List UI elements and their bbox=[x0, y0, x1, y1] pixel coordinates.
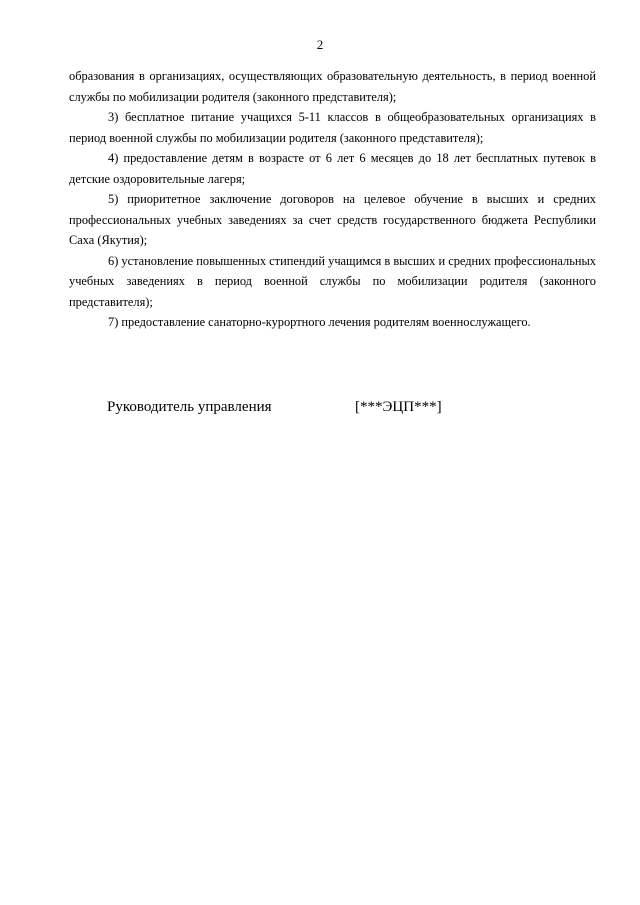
paragraph-item-5: 5) приоритетное заключение договоров на целевое обучение в высших и средних профессиональных учебных заведениях за счет средств государственного бюджета Республики Саха (Якутия); bbox=[69, 192, 596, 247]
page-number: 2 bbox=[316, 37, 324, 52]
signature-title: Руководитель управления bbox=[107, 399, 272, 415]
paragraph-item-3: 3) бесплатное питание учащихся 5-11 классов в общеобразовательных организациях в период военной службы по мобилизации родителя (законного представителя); bbox=[69, 110, 596, 145]
electronic-signature-placeholder: [***ЭЦП***] bbox=[355, 399, 442, 415]
paragraph-continuation: образования в организациях, осуществляющих образовательную деятельность, в период военной службы по мобилизации родителя (законного представителя); bbox=[69, 69, 596, 104]
paragraph-item-7: 7) предоставление санаторно-курортного лечения родителям военнослужащего. bbox=[108, 315, 531, 329]
document-body bbox=[69, 66, 596, 333]
paragraph-item-6: 6) установление повышенных стипендий учащимся в высших и средних профессиональных учебных заведениях в период военной службы по мобилизации родителя (законного представителя); bbox=[69, 253, 596, 309]
paragraph-item-4: 4) предоставление детям в возрасте от 6 лет 6 месяцев до 18 лет бесплатных путевок в детские оздоровительные лагеря; bbox=[69, 151, 596, 186]
